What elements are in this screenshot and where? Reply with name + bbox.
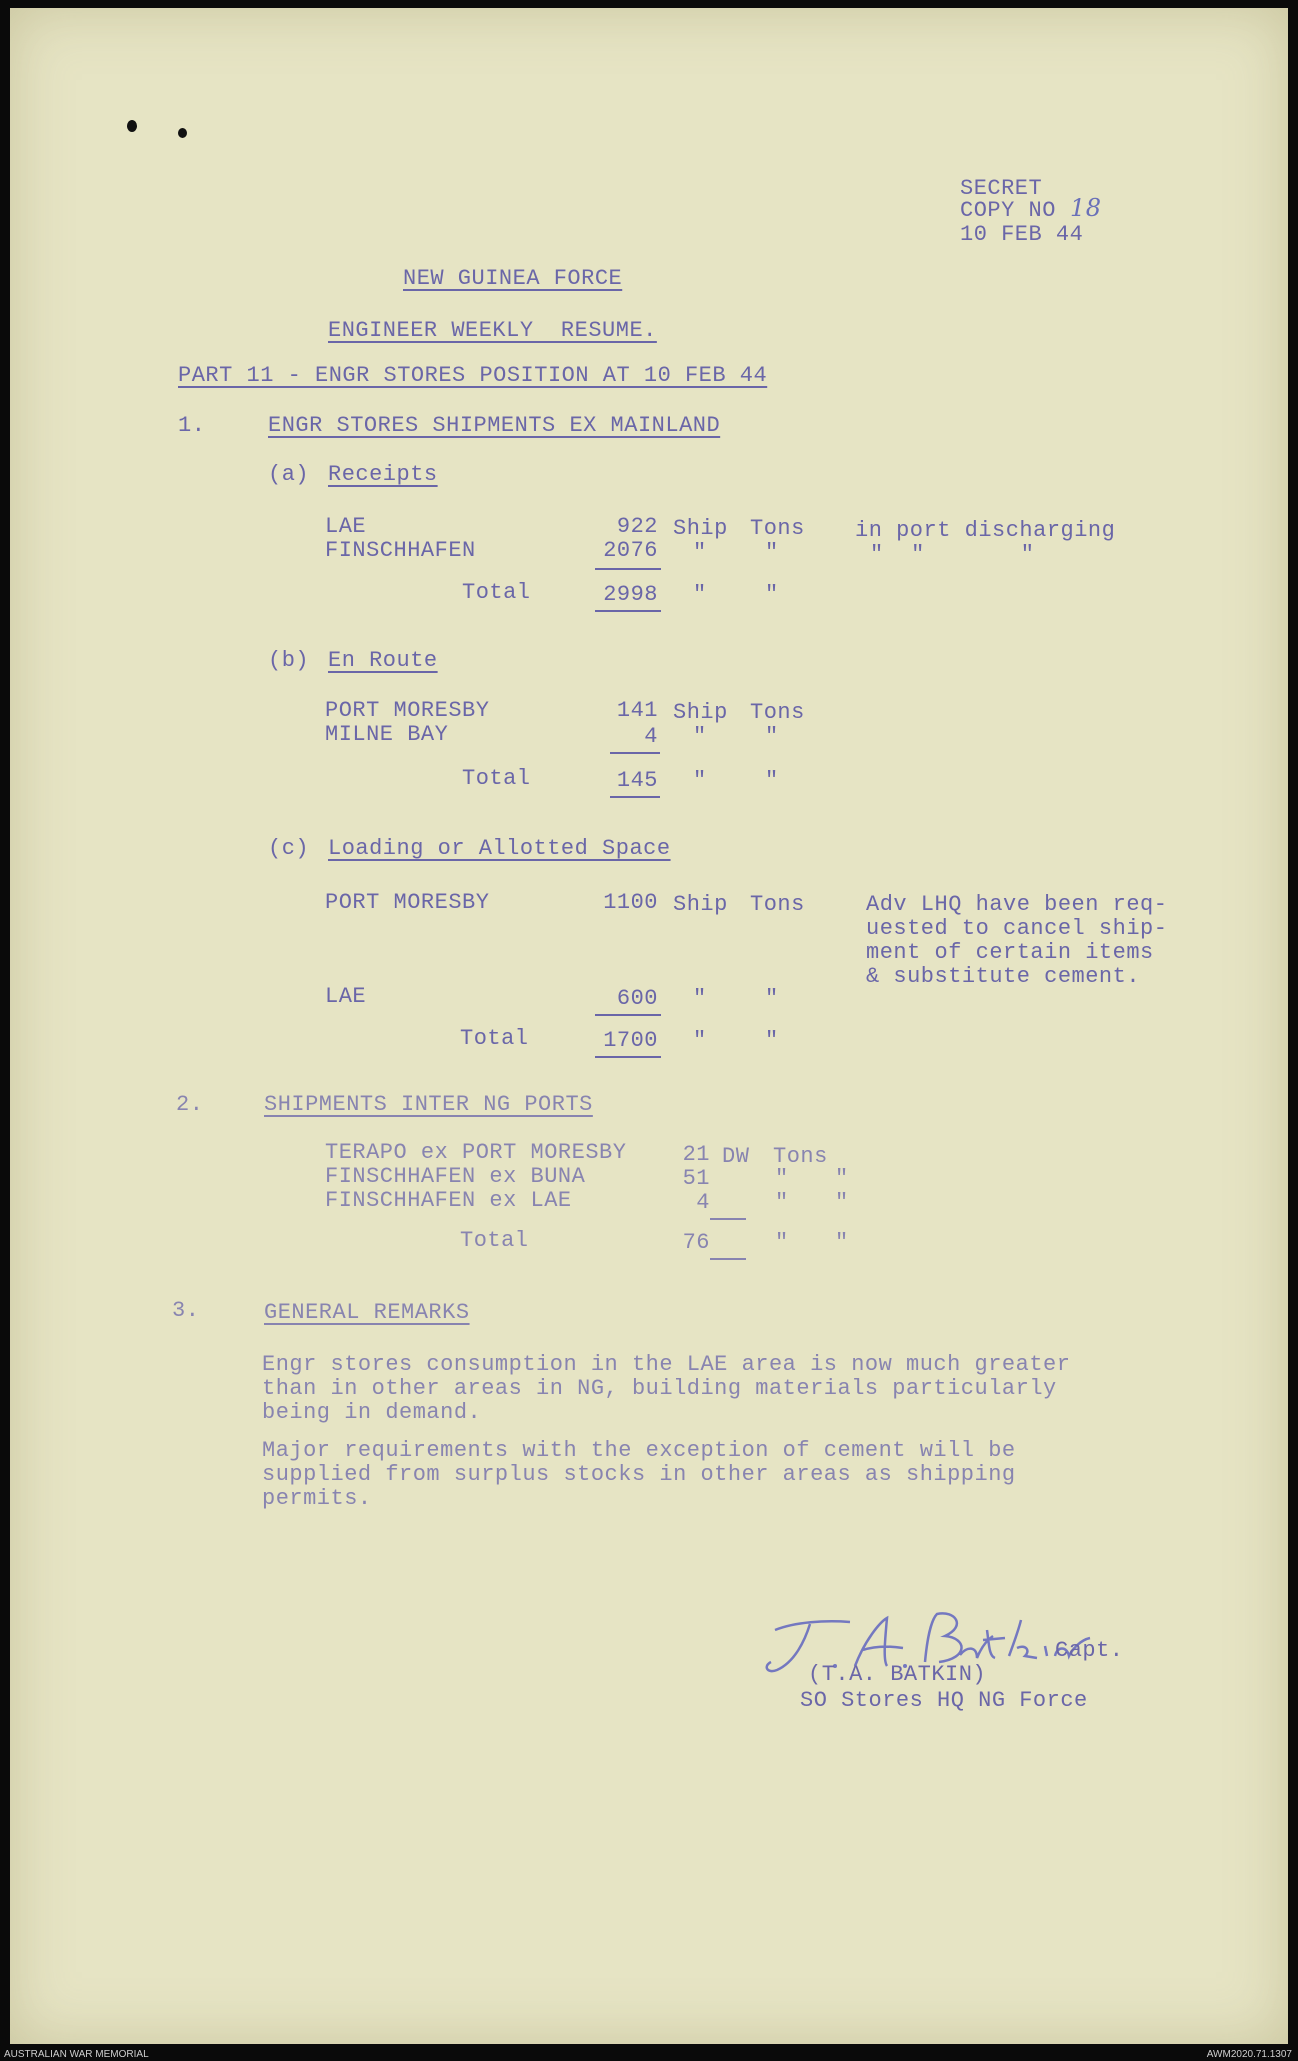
- total-quantity: 76: [682, 1230, 710, 1255]
- place: LAE: [325, 514, 367, 539]
- ditto-mark: ": [765, 724, 779, 749]
- remark-line: ment of certain items: [866, 940, 1154, 965]
- ditto-mark: ": [765, 1028, 779, 1053]
- section-heading: GENERAL REMARKS: [264, 1300, 470, 1325]
- place: PORT MORESBY: [325, 698, 490, 723]
- copy-label: COPY NO: [960, 198, 1056, 223]
- classification: SECRET: [960, 176, 1043, 201]
- total-quantity: 145: [616, 768, 658, 793]
- document-date: 10 FEB 44: [960, 222, 1084, 247]
- total-quantity: 2998: [603, 582, 658, 607]
- ditto-mark: ": [693, 1028, 707, 1053]
- paragraph-line: Engr stores consumption in the LAE area is now much greater: [262, 1352, 1071, 1377]
- total-double-rule: [595, 610, 661, 612]
- route: FINSCHHAFEN ex LAE: [325, 1188, 572, 1213]
- signatory-position: SO Stores HQ NG Force: [800, 1688, 1088, 1713]
- signatory-name: (T.A. BATKIN): [808, 1662, 987, 1687]
- total-label: Total: [460, 1228, 529, 1253]
- ditto-mark: ": [693, 768, 707, 793]
- quantity: 21: [682, 1142, 710, 1167]
- unit: Tons: [750, 892, 805, 917]
- ditto-mark: ": [765, 540, 779, 565]
- total-double-rule: [610, 796, 660, 798]
- total-rule: [710, 1218, 746, 1220]
- total-double-rule: [710, 1258, 746, 1260]
- subsection-heading: Loading or Allotted Space: [328, 836, 671, 861]
- place: LAE: [325, 984, 367, 1009]
- total-rule: [610, 752, 660, 754]
- quantity: 600: [616, 986, 658, 1011]
- paragraph-line: supplied from surplus stocks in other areas as shipping: [262, 1462, 1016, 1487]
- total-label: Total: [462, 580, 531, 605]
- section-number: 1.: [178, 413, 206, 438]
- ditto-mark: ": [835, 1190, 849, 1215]
- ditto-mark: ": [775, 1190, 789, 1215]
- unit: Tons: [773, 1144, 828, 1169]
- document-subtitle: ENGINEER WEEKLY RESUME.: [328, 318, 657, 343]
- remark-line: uested to cancel ship-: [866, 916, 1168, 941]
- section-heading: ENGR STORES SHIPMENTS EX MAINLAND: [268, 413, 721, 438]
- archive-reference: AWM2020.71.1307: [1206, 2049, 1292, 2060]
- quantity: 1100: [603, 890, 658, 915]
- ditto-mark: ": [693, 540, 707, 565]
- document-title: NEW GUINEA FORCE: [403, 266, 623, 291]
- ditto-mark: ": [775, 1230, 789, 1255]
- punch-mark: [178, 128, 187, 138]
- signatory-rank: Capt.: [1055, 1638, 1124, 1663]
- unit: DW: [722, 1144, 750, 1169]
- subsection-heading: En Route: [328, 648, 438, 673]
- total-label: Total: [460, 1026, 529, 1051]
- ditto-mark: ": [765, 582, 779, 607]
- quantity: 141: [616, 698, 658, 723]
- section-heading: SHIPMENTS INTER NG PORTS: [264, 1092, 593, 1117]
- subsection-label: (a): [268, 462, 310, 487]
- document-page: [10, 8, 1288, 2044]
- ditto-mark: ": [775, 1166, 789, 1191]
- subsection-label: (b): [268, 648, 310, 673]
- unit: Ship: [673, 516, 728, 541]
- ditto-mark: ": [835, 1166, 849, 1191]
- total-rule: [595, 1014, 661, 1016]
- ditto-mark: ": [693, 986, 707, 1011]
- place: FINSCHHAFEN: [325, 538, 476, 563]
- paragraph-line: being in demand.: [262, 1400, 482, 1425]
- section-number: 3.: [172, 1298, 200, 1323]
- ditto-mark: ": [693, 582, 707, 607]
- ditto-mark: ": [835, 1230, 849, 1255]
- part-heading: PART 11 - ENGR STORES POSITION AT 10 FEB 44: [178, 363, 768, 388]
- ditto-mark: ": [765, 768, 779, 793]
- archive-credit: AUSTRALIAN WAR MEMORIAL: [4, 2049, 149, 2060]
- quantity: 51: [682, 1166, 710, 1191]
- total-label: Total: [462, 766, 531, 791]
- paragraph-line: than in other areas in NG, building materials particularly: [262, 1376, 1057, 1401]
- quantity: 4: [644, 724, 658, 749]
- route: TERAPO ex PORT MORESBY: [325, 1140, 627, 1165]
- remark-line: Adv LHQ have been req-: [866, 892, 1168, 917]
- ditto-mark: ": [765, 986, 779, 1011]
- route: FINSCHHAFEN ex BUNA: [325, 1164, 586, 1189]
- punch-mark: [127, 120, 137, 132]
- unit: Tons: [750, 700, 805, 725]
- section-number: 2.: [176, 1092, 204, 1117]
- total-quantity: 1700: [603, 1028, 658, 1053]
- remark-line: & substitute cement.: [866, 964, 1141, 989]
- unit: Tons: [750, 516, 805, 541]
- subsection-heading: Receipts: [328, 462, 438, 487]
- total-rule: [595, 568, 661, 570]
- remark: in port discharging: [855, 518, 1116, 543]
- copy-number: 18: [1070, 194, 1102, 222]
- ditto-mark: ": [693, 724, 707, 749]
- ditto-mark: " " ": [870, 542, 1035, 567]
- quantity: 2076: [603, 538, 658, 563]
- quantity: 4: [696, 1190, 710, 1215]
- quantity: 922: [616, 514, 658, 539]
- place: PORT MORESBY: [325, 890, 490, 915]
- unit: Ship: [673, 892, 728, 917]
- place: MILNE BAY: [325, 722, 449, 747]
- paragraph-line: Major requirements with the exception of cement will be: [262, 1438, 1016, 1463]
- paragraph-line: permits.: [262, 1486, 372, 1511]
- subsection-label: (c): [268, 836, 310, 861]
- unit: Ship: [673, 700, 728, 725]
- total-double-rule: [595, 1056, 661, 1058]
